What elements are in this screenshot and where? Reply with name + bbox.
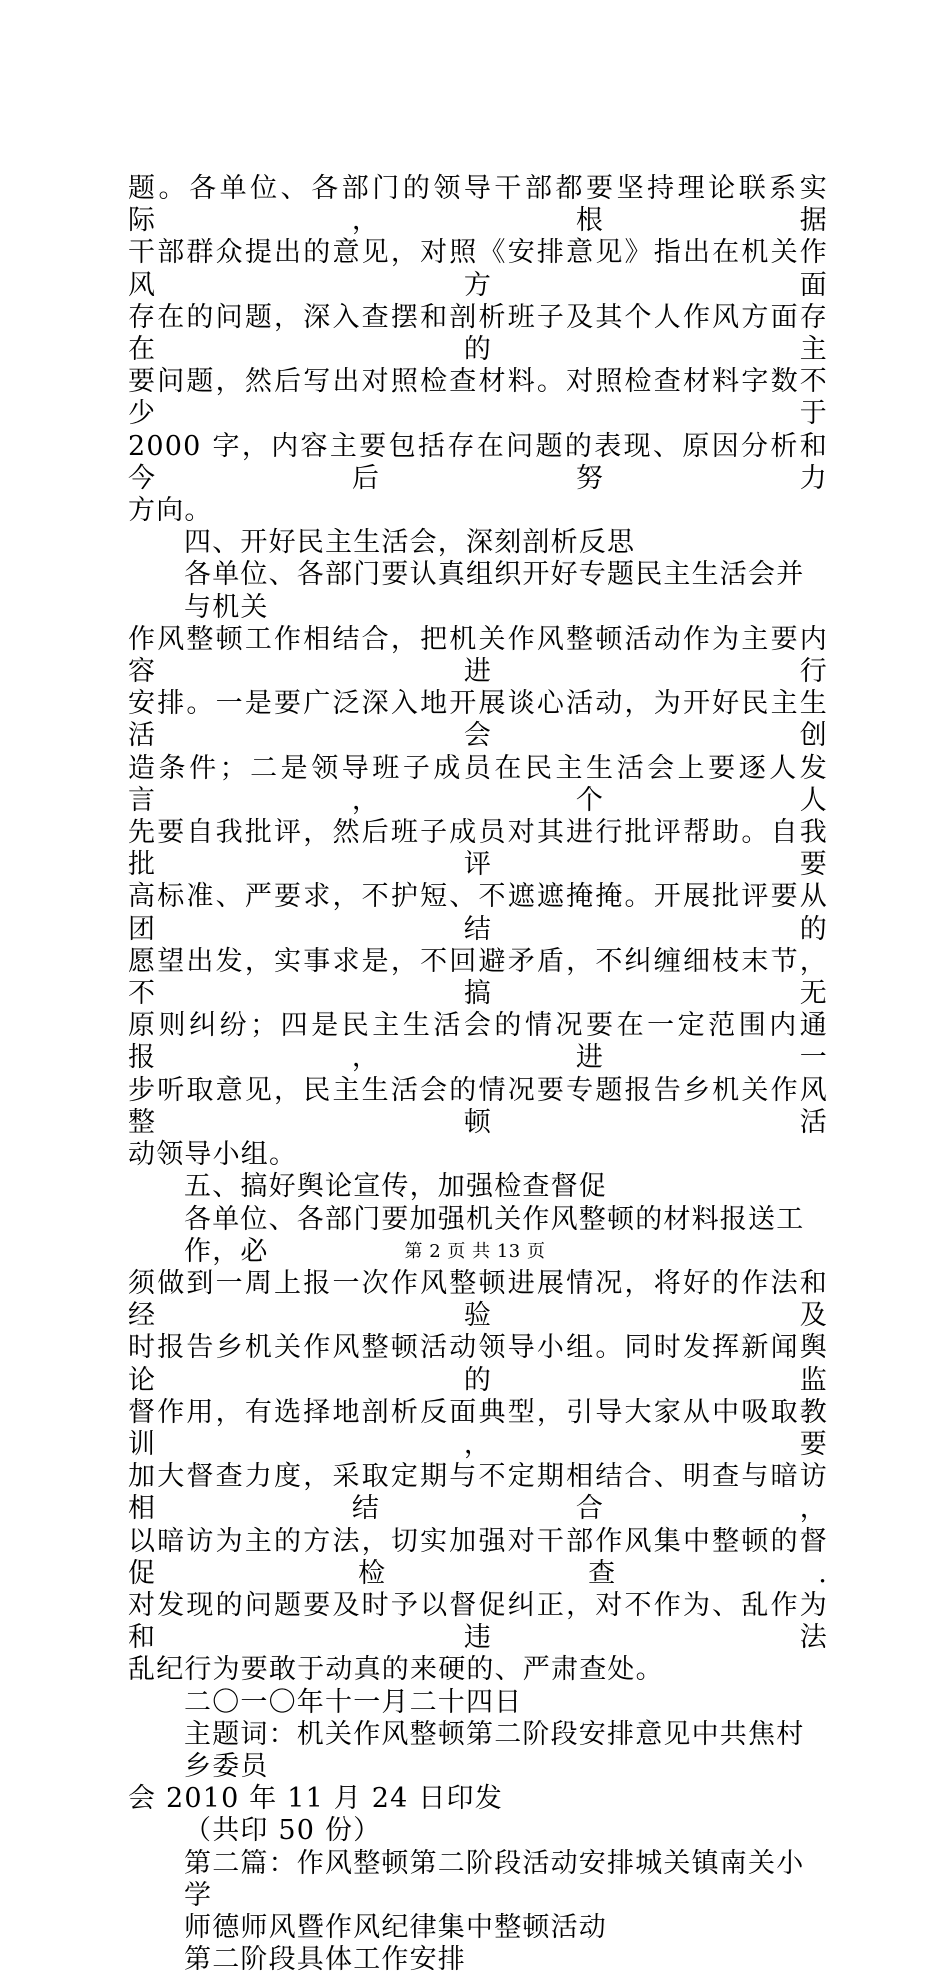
text-line: 存在的问题，深入查摆和剖析班子及其个人作风方面存在的主 [128, 301, 828, 366]
text-line: 督作用，有选择地剖析反面典型，引导大家从中吸取教训，要 [128, 1396, 828, 1460]
text-line: 各单位、各部门要认真组织开好专题民主生活会并与机关 [184, 559, 805, 623]
text-line: 第二阶段具体工作安排 [184, 1944, 466, 1976]
text-line: 造条件；二是领导班子成员在民主生活会上要逐人发言，个人 [128, 752, 828, 816]
text-line: 步听取意见，民主生活会的情况要专题报告乡机关作风整顿活 [128, 1074, 828, 1138]
text-line: 2000 字，内容主要包括存在问题的表现、原因分析和今后努力 [128, 430, 828, 494]
text-line: 须做到一周上报一次作风整顿进展情况，将好的作法和经验及 [128, 1267, 828, 1332]
text-line: 会 2010 年 11 月 24 日印发 [128, 1783, 503, 1815]
text-line: 时报告乡机关作风整顿活动领导小组。同时发挥新闻舆论的监 [128, 1332, 828, 1396]
text-line: 高标准、严要求，不护短、不遮遮掩掩。开展批评要从团结的 [128, 881, 828, 945]
text-line: 以暗访为主的方法，切实加强对干部作风集中整顿的督促检查. [128, 1525, 828, 1589]
text-line: 各单位、各部门要加强机关作风整顿的材料报送工作，必 [184, 1203, 805, 1267]
text-line: 原则纠纷；四是民主生活会的情况要在一定范围内通报，进一 [128, 1010, 828, 1074]
text-line: 第二篇：作风整顿第二阶段活动安排城关镇南关小学 [184, 1847, 805, 1911]
text-line: 安排。一是要广泛深入地开展谈心活动，为开好民主生活会创 [128, 688, 828, 752]
text-line: 乱纪行为要敢于动真的来硬的、严肃查处。 [128, 1654, 664, 1686]
text-line: 干部群众提出的意见，对照《安排意见》指出在机关作风方面 [128, 237, 828, 301]
text-line: 五、搞好舆论宣传，加强检查督促 [184, 1171, 607, 1203]
text-line: 四、开好民主生活会，深刻剖析反思 [184, 527, 636, 559]
text-line: 对发现的问题要及时予以督促纠正，对不作为、乱作为和违法 [128, 1589, 828, 1654]
text-line: 题。各单位、各部门的领导干部都要坚持理论联系实际，根据 [128, 173, 828, 237]
text-line: 主题词：机关作风整顿第二阶段安排意见中共焦村乡委员 [184, 1718, 805, 1782]
text-line: 要问题，然后写出对照检查材料。对照检查材料字数不少于 [128, 366, 828, 430]
text-line: 加大督查力度，采取定期与不定期相结合、明查与暗访相结合， [128, 1461, 828, 1525]
document-body [128, 173, 828, 1976]
text-line: 师德师风暨作风纪律集中整顿活动 [184, 1911, 607, 1943]
text-line: 方向。 [128, 495, 213, 527]
text-line: 动领导小组。 [128, 1139, 298, 1171]
text-line: 作风整顿工作相结合，把机关作风整顿活动作为主要内容进行 [128, 623, 828, 688]
text-line: 愿望出发，实事求是，不回避矛盾，不纠缠细枝末节，不搞无 [128, 945, 828, 1010]
page-footer: 第 2 页 共 13 页 [404, 1241, 546, 1262]
text-line: 二〇一〇年十一月二十四日 [184, 1686, 523, 1718]
text-line: （共印 50 份） [184, 1815, 382, 1847]
text-line: 先要自我批评，然后班子成员对其进行批评帮助。自我批评要 [128, 817, 828, 881]
